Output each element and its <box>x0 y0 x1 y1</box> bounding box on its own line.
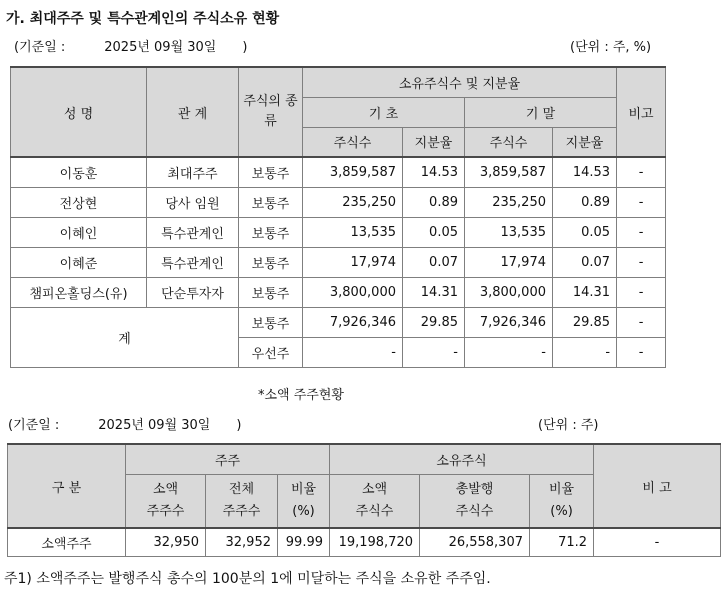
cell-remark: - <box>617 337 666 367</box>
header-end: 기 말 <box>465 97 617 127</box>
cell-ratio-holders: 99.99 <box>278 528 330 556</box>
cell-name: 이동훈 <box>11 157 147 187</box>
cell-end-ratio: 14.53 <box>553 157 617 187</box>
cell-begin-shares: 3,800,000 <box>303 277 403 307</box>
cell-ratio-shares: 71.2 <box>530 528 594 556</box>
header-minor-shares: 소액 주식수 <box>330 474 420 528</box>
cell-issued-shares: 26,558,307 <box>420 528 530 556</box>
footnote: 주1) 소액주주는 발행주식 총수의 100분의 1에 미달하는 주식을 소유한 주주임. <box>4 571 491 587</box>
table-row <box>8 528 721 556</box>
header-name: 성 명 <box>11 67 147 157</box>
cell-end-ratio: 0.05 <box>553 217 617 247</box>
cell-end-shares: 3,859,587 <box>465 157 553 187</box>
table-row <box>11 247 666 277</box>
cell-end-shares: - <box>465 337 553 367</box>
cell-type: 보통주 <box>239 307 303 337</box>
header-total-holders: 전체 주주수 <box>206 474 278 528</box>
cell-begin-shares: 17,974 <box>303 247 403 277</box>
cell-begin-shares: 13,535 <box>303 217 403 247</box>
cell-end-shares: 7,926,346 <box>465 307 553 337</box>
cell-end-ratio: - <box>553 337 617 367</box>
cell-end-shares: 235,250 <box>465 187 553 217</box>
cell-relation: 단순투자자 <box>147 277 239 307</box>
cell-type: 보통주 <box>239 247 303 277</box>
cell-category: 소액주주 <box>8 528 126 556</box>
cell-begin-ratio: 0.05 <box>403 217 465 247</box>
unit-label-1: (단위 : 주, %) <box>570 40 652 55</box>
cell-begin-ratio: 0.89 <box>403 187 465 217</box>
table-row <box>11 187 666 217</box>
cell-remark: - <box>617 307 666 337</box>
section-subtitle: *소액 주주현황 <box>258 388 344 403</box>
header-issued-shares: 총발행 주식수 <box>420 474 530 528</box>
cell-relation: 특수관계인 <box>147 217 239 247</box>
cell-relation: 최대주주 <box>147 157 239 187</box>
cell-end-ratio: 29.85 <box>553 307 617 337</box>
cell-end-ratio: 14.31 <box>553 277 617 307</box>
cell-type: 보통주 <box>239 217 303 247</box>
section-title: 가. 최대주주 및 특수관계인의 주식소유 현황 <box>6 11 280 27</box>
header-begin-ratio: 지분율 <box>403 127 465 157</box>
cell-begin-ratio: 14.53 <box>403 157 465 187</box>
base-date-1: (기준일 : 2025년 09월 30일 ) <box>14 40 248 55</box>
total-label: 계 <box>11 307 239 367</box>
base-date-2: (기준일 : 2025년 09월 30일 ) <box>8 418 242 433</box>
cell-remark: - <box>617 247 666 277</box>
cell-type: 우선주 <box>239 337 303 367</box>
header-category: 구 분 <box>8 444 126 528</box>
cell-begin-shares: 235,250 <box>303 187 403 217</box>
cell-remark: - <box>617 217 666 247</box>
minority-shareholder-table <box>7 443 721 557</box>
cell-total-holders: 32,952 <box>206 528 278 556</box>
total-row-common <box>11 307 666 337</box>
cell-end-shares: 13,535 <box>465 217 553 247</box>
cell-name: 이혜인 <box>11 217 147 247</box>
table-row <box>11 277 666 307</box>
cell-minor-holders: 32,950 <box>126 528 206 556</box>
cell-begin-shares: 3,859,587 <box>303 157 403 187</box>
cell-end-ratio: 0.07 <box>553 247 617 277</box>
header-end-ratio: 지분율 <box>553 127 617 157</box>
cell-type: 보통주 <box>239 187 303 217</box>
cell-remark: - <box>617 277 666 307</box>
cell-remark: - <box>594 528 721 556</box>
header-owned: 소유주식 <box>330 444 594 474</box>
cell-begin-ratio: 0.07 <box>403 247 465 277</box>
header-begin-shares: 주식수 <box>303 127 403 157</box>
header-group: 소유주식수 및 지분율 <box>303 67 617 97</box>
major-shareholder-table <box>10 66 666 368</box>
table-row <box>11 217 666 247</box>
header-stock-type: 주식의 종류 <box>239 67 303 157</box>
cell-remark: - <box>617 187 666 217</box>
header-remark: 비고 <box>617 67 666 157</box>
cell-end-shares: 17,974 <box>465 247 553 277</box>
cell-type: 보통주 <box>239 277 303 307</box>
cell-begin-ratio: 14.31 <box>403 277 465 307</box>
header-remark: 비 고 <box>594 444 721 528</box>
cell-begin-ratio: 29.85 <box>403 307 465 337</box>
cell-end-shares: 3,800,000 <box>465 277 553 307</box>
cell-minor-shares: 19,198,720 <box>330 528 420 556</box>
header-ratio-shares: 비율 (%) <box>530 474 594 528</box>
cell-begin-shares: - <box>303 337 403 367</box>
table-row <box>11 157 666 187</box>
header-ratio-holders: 비율 (%) <box>278 474 330 528</box>
cell-remark: - <box>617 157 666 187</box>
header-end-shares: 주식수 <box>465 127 553 157</box>
header-minor-holders: 소액 주주수 <box>126 474 206 528</box>
header-relation: 관 계 <box>147 67 239 157</box>
header-holders: 주주 <box>126 444 330 474</box>
unit-label-2: (단위 : 주) <box>538 418 599 433</box>
cell-relation: 당사 임원 <box>147 187 239 217</box>
header-begin: 기 초 <box>303 97 465 127</box>
cell-end-ratio: 0.89 <box>553 187 617 217</box>
cell-name: 이혜준 <box>11 247 147 277</box>
cell-relation: 특수관계인 <box>147 247 239 277</box>
cell-type: 보통주 <box>239 157 303 187</box>
cell-begin-ratio: - <box>403 337 465 367</box>
cell-name: 전상현 <box>11 187 147 217</box>
cell-name: 챔피온홀딩스(유) <box>11 277 147 307</box>
cell-begin-shares: 7,926,346 <box>303 307 403 337</box>
